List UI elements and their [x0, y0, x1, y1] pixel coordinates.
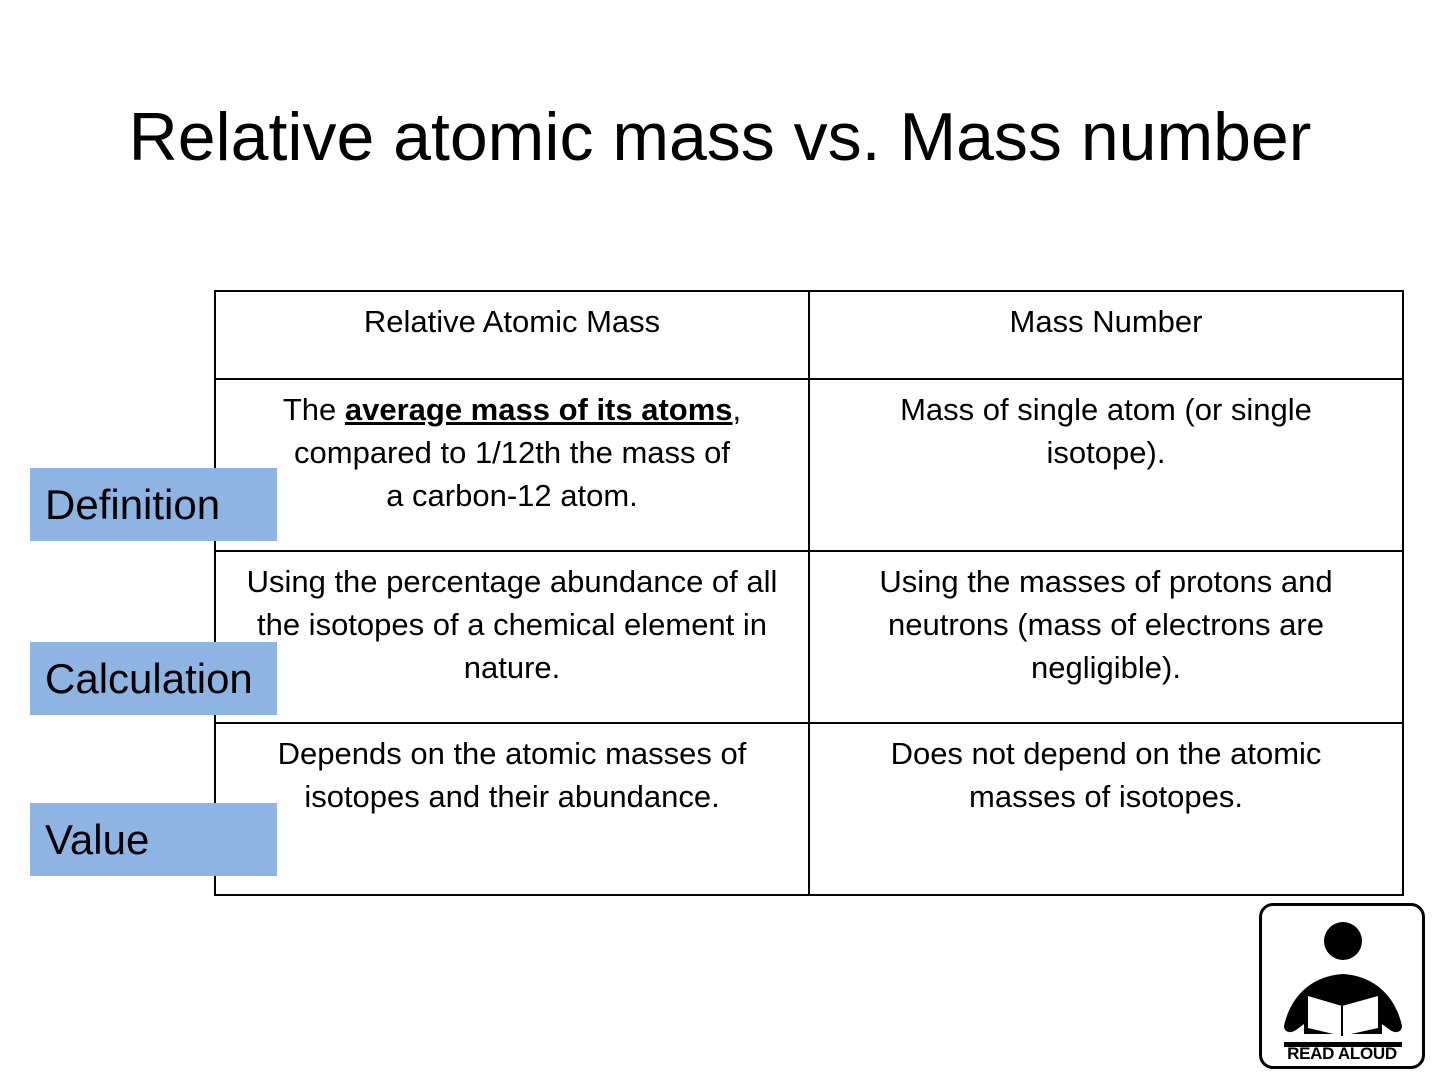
cell-calculation-relative-atomic-mass: Using the percentage abundance of all the isotopes of a chemical element in nature.: [215, 551, 809, 723]
definition-ram-emphasis: average mass of its atoms: [344, 392, 733, 427]
definition-mass-number-text: Mass of single atom (or single isotope).: [900, 392, 1312, 470]
row-label-value: Value: [30, 803, 277, 876]
table-row-calculation: [215, 551, 1403, 723]
cell-value-mass-number: [809, 723, 1403, 895]
row-label-calculation: Calculation: [30, 642, 277, 715]
value-ram-text: Depends on the atomic masses of isotopes and their abundance.: [277, 736, 747, 814]
value-mass-number-text: Does not depend on the atomic masses of isotopes.: [890, 736, 1322, 814]
person-reading-book-icon: [1262, 906, 1422, 1066]
calculation-mass-number-text: Using the masses of protons and neutrons (mass of electrons are negligible).: [879, 564, 1333, 685]
comparison-table: [214, 290, 1404, 896]
table-row-value: [215, 723, 1403, 895]
header-relative-atomic-mass: Relative Atomic Mass: [215, 291, 809, 379]
read-aloud-label: READ ALOUD: [1287, 1044, 1397, 1063]
header-mass-number: Mass Number: [809, 291, 1403, 379]
row-label-definition: Definition: [30, 468, 277, 541]
slide-title: Relative atomic mass vs. Mass number: [128, 99, 1312, 175]
cell-definition-mass-number: [809, 379, 1403, 551]
definition-ram-line1-end: ,: [732, 392, 742, 427]
cell-calculation-mass-number: [809, 551, 1403, 723]
table-row-definition: [215, 379, 1403, 551]
cell-definition-relative-atomic-mass: [215, 379, 809, 551]
table-header-row: [215, 291, 1403, 379]
read-aloud-button[interactable]: [1259, 903, 1425, 1069]
definition-ram-line3: a carbon-12 atom.: [386, 478, 638, 513]
cell-value-relative-atomic-mass: [215, 723, 809, 895]
definition-ram-prefix: The: [282, 392, 345, 427]
definition-ram-line2: compared to 1/12th the mass of: [294, 435, 730, 470]
